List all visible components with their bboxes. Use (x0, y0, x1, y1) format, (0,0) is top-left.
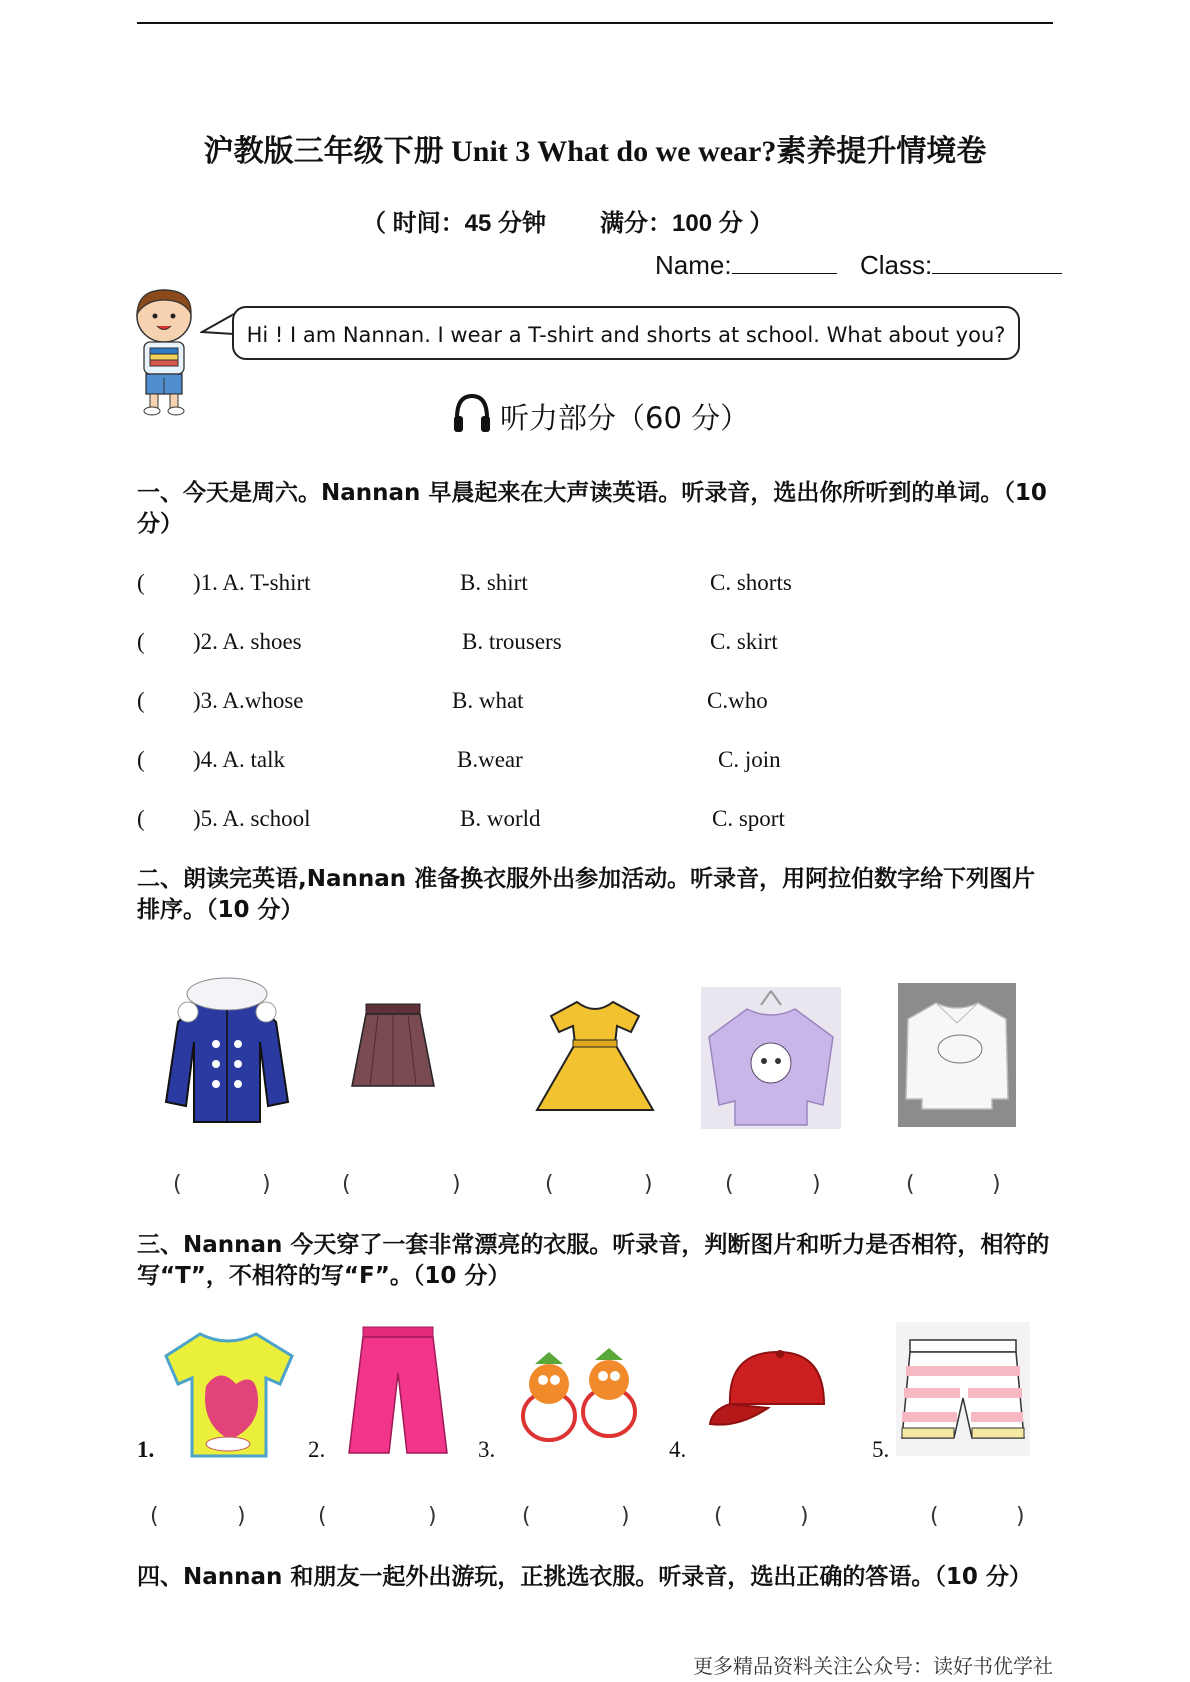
judge-3-close: ) (621, 1504, 630, 1529)
q3-open-paren: ( (137, 688, 145, 713)
shoes-icon (515, 1340, 643, 1450)
name-label: Name: (655, 250, 732, 280)
judge-1-close: ) (237, 1504, 246, 1529)
item-3-label: 3. (478, 1437, 496, 1462)
q4-open-paren: ( (137, 747, 145, 772)
section2-heading: 二、朗读完英语,Nannan 准备换衣服外出参加活动。听录音，用阿拉伯数字给下列图片排序。（10 分） (137, 866, 1036, 923)
skirt-icon (348, 1000, 438, 1092)
order-3-open[interactable]: ( (545, 1172, 554, 1197)
footer-note: 更多精品资料关注公众号：读好书优学社 (693, 1654, 1053, 1678)
judge-5-open[interactable]: ( (930, 1504, 939, 1529)
q2-option-c: C. skirt (710, 629, 778, 654)
item-4-label: 4. (669, 1437, 687, 1462)
q4-option-b: B.wear (457, 747, 523, 772)
q5-option-b: B. world (460, 806, 541, 831)
q1-option-a: )1. A. T-shirt (193, 570, 311, 595)
shorts-icon (896, 1322, 1030, 1456)
judge-2-open[interactable]: ( (318, 1504, 327, 1529)
class-field[interactable] (860, 250, 1062, 281)
order-1-open[interactable]: ( (173, 1172, 182, 1197)
speech-bubble: Hi ! I am Nannan. I wear a T-shirt and shorts at school. What about you? (232, 306, 1020, 360)
name-blank[interactable] (732, 251, 837, 274)
headphones-icon (452, 392, 492, 436)
trousers-icon (345, 1323, 451, 1457)
q4-option-c: C. join (718, 747, 781, 772)
order-5-close: ) (992, 1172, 1001, 1197)
q1-option-c: C. shorts (710, 570, 792, 595)
cap-icon (708, 1346, 828, 1436)
q2-open-paren: ( (137, 629, 145, 654)
bubble-tail (200, 306, 236, 346)
q2-option-a: )2. A. shoes (193, 629, 302, 654)
item-5-label: 5. (872, 1437, 890, 1462)
section3-heading: 三、Nannan 今天穿了一套非常漂亮的衣服。听录音，判断图片和听力是否相符，相符的写“T”，不相符的写“F”。（10 分） (137, 1232, 1050, 1289)
top-rule (137, 22, 1053, 24)
judge-3-open[interactable]: ( (522, 1504, 531, 1529)
exam-time: （ 时间：45 分钟 (362, 210, 547, 237)
q5-open-paren: ( (137, 806, 145, 831)
judge-4-open[interactable]: ( (714, 1504, 723, 1529)
listening-heading: 听力部分（60 分） (500, 401, 750, 435)
q1-option-b: B. shirt (460, 570, 528, 595)
order-3-close: ) (644, 1172, 653, 1197)
class-label: Class: (860, 250, 933, 280)
q1-open-paren: ( (137, 570, 145, 595)
q3-option-c: C.who (707, 688, 768, 713)
q2-option-b: B. trousers (462, 629, 562, 654)
order-4-open[interactable]: ( (725, 1172, 734, 1197)
sweater-icon (701, 987, 841, 1129)
section1-heading: 一、今天是周六。Nannan 早晨起来在大声读英语。听录音，选出你所听到的单词。（10 分） (137, 480, 1047, 537)
q4-option-a: )4. A. talk (193, 747, 285, 772)
order-2-open[interactable]: ( (342, 1172, 351, 1197)
item-1-label: 1. (137, 1437, 155, 1462)
coat-icon (160, 972, 294, 1126)
name-field[interactable] (655, 250, 837, 281)
section4-heading: 四、Nannan 和朋友一起外出游玩，正挑选衣服。听录音，选出正确的答语。（10 分） (137, 1564, 1032, 1590)
dress-icon (535, 996, 655, 1116)
q5-option-a: )5. A. school (193, 806, 311, 831)
judge-4-close: ) (800, 1504, 809, 1529)
class-blank[interactable] (932, 251, 1062, 274)
page-title: 沪教版三年级下册 Unit 3 What do we wear?素养提升情境卷 (203, 135, 987, 168)
t-shirt-icon (160, 1326, 296, 1462)
q3-option-b: B. what (452, 688, 524, 713)
judge-1-open[interactable]: ( (150, 1504, 159, 1529)
judge-2-close: ) (428, 1504, 437, 1529)
order-4-close: ) (812, 1172, 821, 1197)
item-2-label: 2. (308, 1437, 326, 1462)
judge-5-close: ) (1016, 1504, 1025, 1529)
boy-illustration (126, 288, 206, 418)
q3-option-a: )3. A.whose (193, 688, 304, 713)
q5-option-c: C. sport (712, 806, 785, 831)
order-5-open[interactable]: ( (906, 1172, 915, 1197)
shirt-icon (898, 983, 1016, 1127)
order-1-close: ) (262, 1172, 271, 1197)
order-2-close: ) (452, 1172, 461, 1197)
exam-score: 满分：100 分 ） (600, 210, 774, 237)
